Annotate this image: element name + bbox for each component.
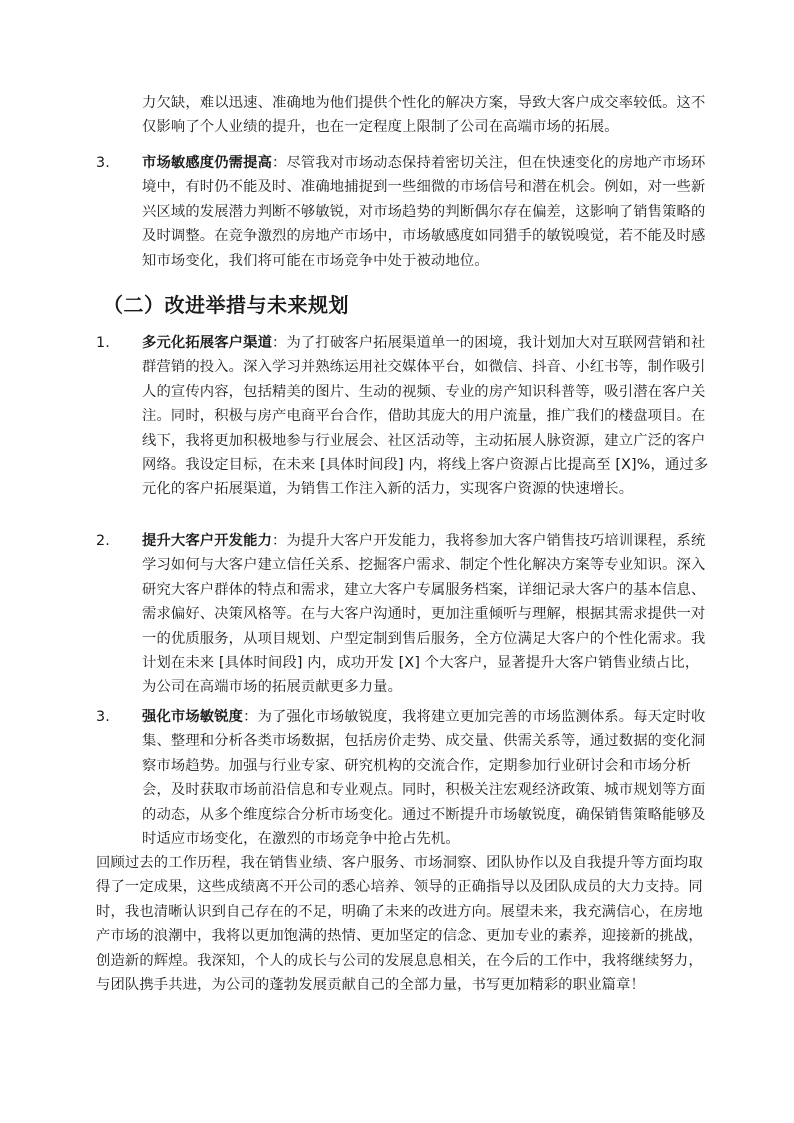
item-title: 市场敏感度仍需提高 <box>142 155 273 171</box>
item-text: ：为了强化市场敏锐度，我将建立更加完善的市场监测体系。每天定时收集、整理和分析各类市场数据，包括房价走势、成交量、供需关系等，通过数据的变化洞察市场趋势。加强与行业专家、研究机构的交流合作，定期参加行业研讨会和市场分析会，及时获取市场前沿信息和专业观点。同时，积极关注宏观经济政策、城市规划等方面的动态，从多个维度综合分析市场变化。通过不断提升市场敏锐度，确保销售策略能够及时适应市场变化，在激烈的市场竞争中抢占先机。 <box>142 709 706 848</box>
section-heading: （二）改进举措与未来规划 <box>103 293 349 317</box>
item-text: ：为了打破客户拓展渠道单一的困境，我计划加大对互联网营销和社群营销的投入。深入学习并熟练运用社交媒体平台，如微信、抖音、小红书等，制作吸引人的宣传内容，包括精美的图片、生动的视频、专业的房产知识科普等，吸引潜在客户关注。同时，积极与房产电商平台合作，借助其庞大的用户流量，推广我们的楼盘项目。在线下，我将更加积极地参与行业展会、社区活动等，主动拓展人脉资源，建立广泛的客户网络。我设定目标，在未来 [具体时间段] 内，将线上客户资源占比提高至 [X]%，通过多元化的客户拓展渠道，为销售工作注入新的活力，实现客户资源的快速增长。 <box>142 335 709 498</box>
item-text: ：尽管我对市场动态保持着密切关注，但在快速变化的房地产市场环境中，有时仍不能及时、准确地捕捉到一些细微的市场信号和潜在机会。例如，对一些新兴区域的发展潜力判断不够敏锐，对市场趋势的判断偶尔存在偏差，这影响了销售策略的及时调整。在竞争激烈的房地产市场中，市场敏感度如同猎手的敏锐嗅觉，若不能及时感知市场变化，我们将可能在市场竞争中处于被动地位。 <box>142 155 706 269</box>
item-title: 强化市场敏锐度 <box>142 709 244 725</box>
item-title: 提升大客户开发能力 <box>142 533 273 549</box>
list-item-body <box>142 529 712 700</box>
list-number: 3. <box>96 709 110 725</box>
closing-paragraph: 回顾过去的工作历程，我在销售业绩、客户服务、市场洞察、团队协作以及自我提升等方面均取得了一定成果，这些成绩离不开公司的悉心培养、领导的正确指导以及团队成员的大力支持。同时，我也清晰认识到自己存在的不足，明确了未来的改进方向。展望未来，我充满信心，在房地产市场的浪潮中，我将以更加饱满的热情、更加坚定的信念、更加专业的素养，迎接新的挑战，创造新的辉煌。我深知，个人的成长与公司的发展息息相关，在今后的工作中，我将继续努力，与团队携手共进，为公司的蓬勃发展贡献自己的全部力量，书写更加精彩的职业篇章！ <box>96 855 703 994</box>
list-number: 3. <box>96 155 110 171</box>
list-item-body <box>142 705 712 851</box>
list-item-body <box>142 331 712 502</box>
list-number: 1. <box>96 335 110 351</box>
list-number: 2. <box>96 533 110 549</box>
list-item-body <box>142 151 712 273</box>
item-text: ：为提升大客户开发能力，我将参加大客户销售技巧培训课程，系统学习如何与大客户建立信任关系、挖掘客户需求、制定个性化解决方案等专业知识。深入研究大客户群体的特点和需求，建立大客户专属服务档案，详细记录大客户的基本信息、需求偏好、决策风格等。在与大客户沟通时，更加注重倾听与理解，根据其需求提供一对一的优质服务，从项目规划、户型定制到售后服务，全方位满足大客户的个性化需求。我计划在未来 [具体时间段] 内，成功开发 [X] 个大客户，显著提升大客户销售业绩占比，为公司在高端市场的拓展贡献更多力量。 <box>142 533 706 696</box>
item-title: 多元化拓展客户渠道 <box>142 335 273 351</box>
continuation-paragraph: 力欠缺，难以迅速、准确地为他们提供个性化的解决方案，导致大客户成交率较低。这不仅影响了个人业绩的提升，也在一定程度上限制了公司在高端市场的拓展。 <box>142 95 706 136</box>
